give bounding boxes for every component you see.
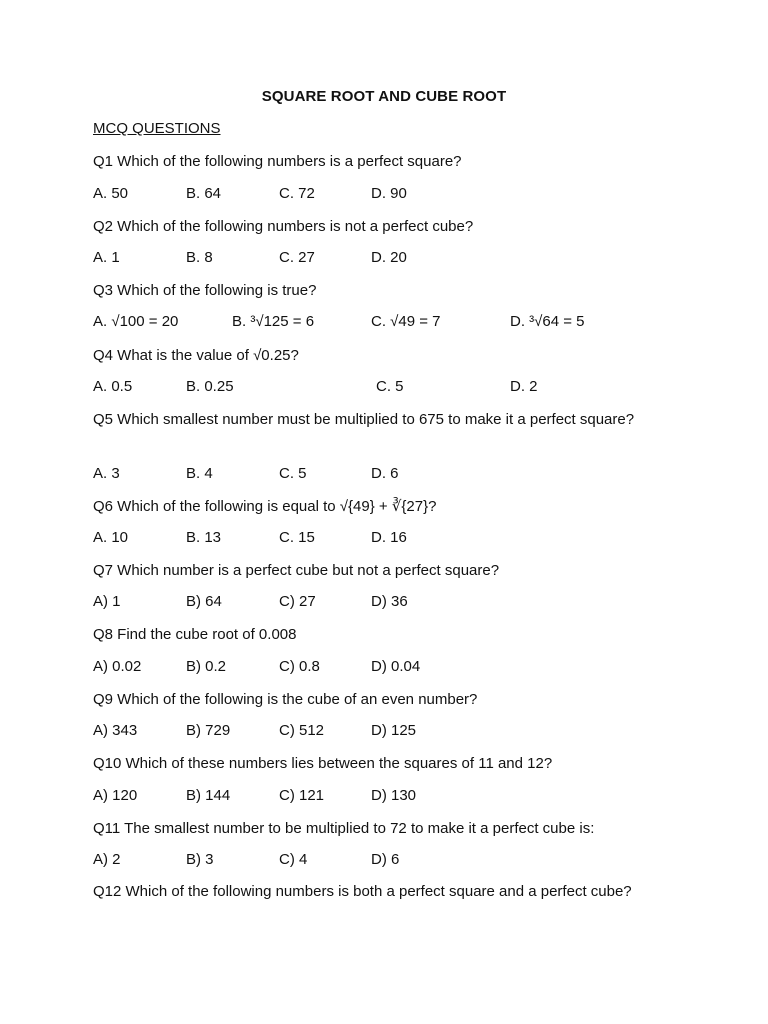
q11-option-a: A) 2 <box>93 851 121 868</box>
q1-option-b: B. 64 <box>186 185 222 202</box>
q5-option-a: A. 3 <box>93 465 120 482</box>
question-8: Q8 Find the cube root of 0.008 <box>93 626 297 643</box>
question-6: Q6 Which of the following is equal to √{49} + ∛{27}? <box>93 498 437 515</box>
question-11: Q11 The smallest number to be multiplied to 72 to make it a perfect cube is: <box>93 820 595 837</box>
q9-option-b: B) 729 <box>186 722 231 739</box>
q11-option-b: B) 3 <box>186 851 214 868</box>
q3-option-d: D. ³√64 = 5 <box>510 313 585 330</box>
question-2: Q2 Which of the following numbers is not a perfect cube? <box>93 218 474 235</box>
q3-option-c: C. √49 = 7 <box>371 313 441 330</box>
q11-option-c: C) 4 <box>279 851 308 868</box>
q10-option-a: A) 120 <box>93 787 138 804</box>
question-1: Q1 Which of the following numbers is a perfect square? <box>93 153 462 170</box>
q8-option-d: D) 0.04 <box>371 658 421 675</box>
q4-option-d: D. 2 <box>510 378 538 395</box>
q4-option-a: A. 0.5 <box>93 378 133 395</box>
question-12: Q12 Which of the following numbers is both a perfect square and a perfect cube? <box>93 883 632 900</box>
q10-option-d: D) 130 <box>371 787 417 804</box>
q9-option-c: C) 512 <box>279 722 325 739</box>
question-5: Q5 Which smallest number must be multiplied to 675 to make it a perfect square? <box>93 411 635 428</box>
q6-option-a: A. 10 <box>93 529 129 546</box>
q6-option-c: C. 15 <box>279 529 315 546</box>
q3-option-a: A. √100 = 20 <box>93 313 179 330</box>
q5-option-c: C. 5 <box>279 465 307 482</box>
question-10: Q10 Which of these numbers lies between the squares of 11 and 12? <box>93 755 553 772</box>
q8-option-c: C) 0.8 <box>279 658 320 675</box>
q10-option-c: C) 121 <box>279 787 325 804</box>
q8-option-a: A) 0.02 <box>93 658 142 675</box>
q6-option-d: D. 16 <box>371 529 407 546</box>
question-7: Q7 Which number is a perfect cube but not a perfect square? <box>93 562 500 579</box>
q1-option-c: C. 72 <box>279 185 315 202</box>
q2-option-b: B. 8 <box>186 249 213 266</box>
q1-option-a: A. 50 <box>93 185 129 202</box>
q9-option-a: A) 343 <box>93 722 138 739</box>
q2-option-d: D. 20 <box>371 249 407 266</box>
q4-option-c: C. 5 <box>376 378 404 395</box>
q7-option-d: D) 36 <box>371 593 408 610</box>
question-3: Q3 Which of the following is true? <box>93 282 317 299</box>
q5-option-d: D. 6 <box>371 465 399 482</box>
q9-option-d: D) 125 <box>371 722 417 739</box>
q1-option-d: D. 90 <box>371 185 407 202</box>
q5-option-b: B. 4 <box>186 465 213 482</box>
q7-option-a: A) 1 <box>93 593 121 610</box>
q2-option-c: C. 27 <box>279 249 315 266</box>
page-title: SQUARE ROOT AND CUBE ROOT <box>261 88 507 105</box>
question-4: Q4 What is the value of √0.25? <box>93 347 299 364</box>
section-heading: MCQ QUESTIONS <box>93 120 221 137</box>
q6-option-b: B. 13 <box>186 529 222 546</box>
q10-option-b: B) 144 <box>186 787 231 804</box>
question-9: Q9 Which of the following is the cube of an even number? <box>93 691 478 708</box>
q3-option-b: B. ³√125 = 6 <box>232 313 315 330</box>
q7-option-b: B) 64 <box>186 593 222 610</box>
q8-option-b: B) 0.2 <box>186 658 227 675</box>
q11-option-d: D) 6 <box>371 851 400 868</box>
q2-option-a: A. 1 <box>93 249 120 266</box>
q4-option-b: B. 0.25 <box>186 378 234 395</box>
q7-option-c: C) 27 <box>279 593 316 610</box>
